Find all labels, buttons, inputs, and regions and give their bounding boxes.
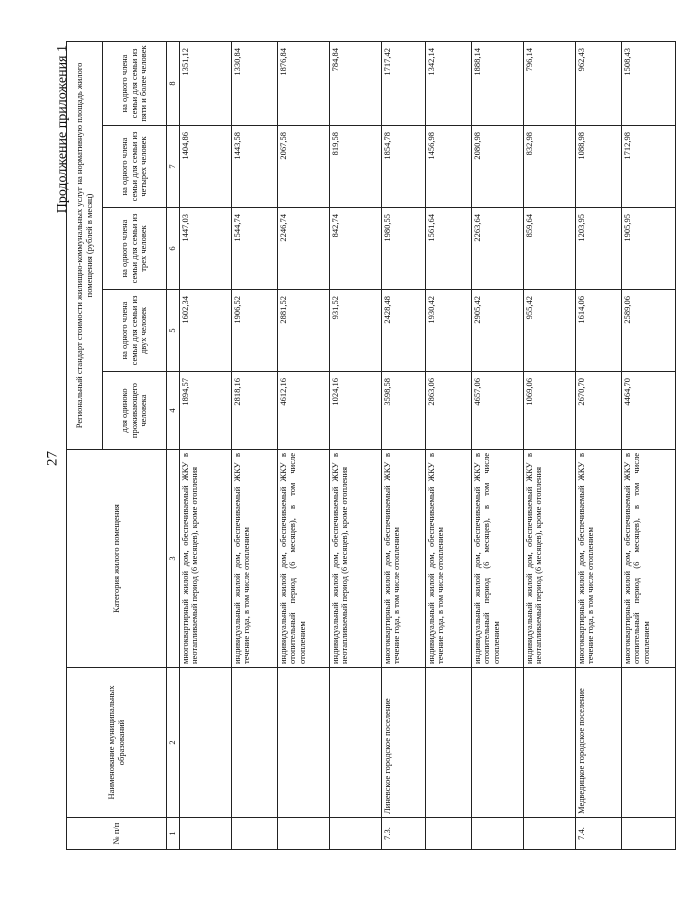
cost-value: 2670,70	[575, 372, 621, 450]
cost-value: 2067,58	[277, 126, 329, 208]
header-sub-1: для одиноко проживающего человека	[103, 372, 167, 450]
header-standard: Региональный стандарт стоимости жилищно-коммунальных услуг на нормативную площадь жилого помещения (рублей в месяц)	[67, 41, 103, 449]
table-row	[523, 41, 575, 849]
cost-value: 1905,95	[621, 208, 675, 290]
municipality-name	[621, 668, 675, 818]
table-row	[231, 41, 277, 849]
housing-category: многоквартирный жилой дом, обеспечиваемый ЖКУ в течение года, в том числе отоплением	[575, 450, 621, 668]
cost-value: 2818,16	[231, 372, 277, 450]
cost-value: 1203,95	[575, 208, 621, 290]
header-colnum-1: 1	[167, 818, 180, 850]
cost-value: 796,14	[523, 41, 575, 125]
cost-value: 3598,58	[381, 372, 425, 450]
table-row	[575, 41, 621, 849]
cost-value: 1508,43	[621, 41, 675, 125]
page-number: 27	[44, 451, 61, 466]
header-colnum-2: 2	[167, 668, 180, 818]
header-sub-3: на одного члена семьи для семьи из трех человек	[103, 208, 167, 290]
municipality-name: Линевское городское поселение	[381, 668, 425, 818]
cost-value: 1854,78	[381, 126, 425, 208]
housing-category: многоквартирный жилой дом, обеспечиваемый ЖКУ в неотапливаемый период (6 месяцев), кроме отопления	[179, 450, 231, 668]
housing-category: многоквартирный жилой дом, обеспечиваемый ЖКУ в отопительный период (6 месяцев), в том числе отоплением	[621, 450, 675, 668]
row-number	[425, 818, 471, 850]
header-column-numbers	[167, 41, 180, 849]
table-row	[621, 41, 675, 849]
cost-value: 1456,98	[425, 126, 471, 208]
cost-value: 1351,12	[179, 41, 231, 125]
cost-value: 2428,48	[381, 290, 425, 372]
cost-value: 1906,52	[231, 290, 277, 372]
header-colnum-8: 8	[167, 41, 180, 125]
cost-value: 2905,42	[471, 290, 523, 372]
cost-value: 1712,98	[621, 126, 675, 208]
row-number	[179, 818, 231, 850]
municipality-name	[277, 668, 329, 818]
cost-value: 962,43	[575, 41, 621, 125]
municipality-name	[523, 668, 575, 818]
cost-value: 2881,52	[277, 290, 329, 372]
housing-category: индивидуальный жилой дом, обеспечиваемый ЖКУ в течение года, в том числе отоплением	[231, 450, 277, 668]
cost-value: 2263,64	[471, 208, 523, 290]
row-number	[523, 818, 575, 850]
row-number	[471, 818, 523, 850]
housing-category: индивидуальный жилой дом, обеспечиваемый ЖКУ в отопительный период (6 месяцев), в том числе отоплением	[277, 450, 329, 668]
housing-category: индивидуальный жилой дом, обеспечиваемый ЖКУ в течение года, в том числе отоплением	[425, 450, 471, 668]
cost-value: 2863,06	[425, 372, 471, 450]
header-sub-5: на одного члена семьи для семьи из пяти и более человек	[103, 41, 167, 125]
header-municipality: Наименование муниципальных образований	[67, 668, 167, 818]
cost-value: 1561,64	[425, 208, 471, 290]
header-colnum-5: 5	[167, 290, 180, 372]
municipality-name: Медведицкое городское поселение	[575, 668, 621, 818]
header-colnum-3: 3	[167, 450, 180, 668]
header-sub-2: на одного члена семьи для семьи из двух человек	[103, 290, 167, 372]
appendix-caption: Продолжение приложения 1	[55, 45, 70, 214]
cost-value: 1930,42	[425, 290, 471, 372]
cost-value: 1443,58	[231, 126, 277, 208]
table-body	[179, 41, 675, 849]
housing-category: индивидуальный жилой дом, обеспечиваемый ЖКУ в неотапливаемый период (6 месяцев), кроме отопления	[329, 450, 381, 668]
table-row	[179, 41, 231, 849]
header-colnum-4: 4	[167, 372, 180, 450]
cost-value: 1876,84	[277, 41, 329, 125]
municipality-name	[231, 668, 277, 818]
row-number	[329, 818, 381, 850]
municipality-name	[329, 668, 381, 818]
municipality-name	[425, 668, 471, 818]
cost-value: 931,52	[329, 290, 381, 372]
cost-value: 1980,55	[381, 208, 425, 290]
table-row	[381, 41, 425, 849]
cost-value: 859,64	[523, 208, 575, 290]
housing-category: многоквартирный жилой дом, обеспечиваемый ЖКУ в течение года, в том числе отоплением	[381, 450, 425, 668]
cost-value: 1069,06	[523, 372, 575, 450]
housing-category: индивидуальный жилой дом, обеспечиваемый ЖКУ в отопительный период (6 месяцев), в том числе отоплением	[471, 450, 523, 668]
cost-value: 1888,14	[471, 41, 523, 125]
header-num: № п/п	[67, 818, 167, 850]
table-row	[425, 41, 471, 849]
row-number: 7.4.	[575, 818, 621, 850]
cost-value: 1894,57	[179, 372, 231, 450]
row-number	[277, 818, 329, 850]
cost-value: 842,74	[329, 208, 381, 290]
cost-value: 832,98	[523, 126, 575, 208]
cost-value: 1717,42	[381, 41, 425, 125]
cost-value: 1330,84	[231, 41, 277, 125]
municipality-name	[471, 668, 523, 818]
cost-value: 4657,06	[471, 372, 523, 450]
cost-value: 2080,98	[471, 126, 523, 208]
row-number	[621, 818, 675, 850]
cost-value: 784,84	[329, 41, 381, 125]
table-row	[471, 41, 523, 849]
cost-value: 2589,06	[621, 290, 675, 372]
cost-value: 1447,03	[179, 208, 231, 290]
cost-value: 955,42	[523, 290, 575, 372]
header-sub-4: на одного члена семьи для семьи из четырех человек	[103, 126, 167, 208]
header-colnum-6: 6	[167, 208, 180, 290]
housing-category: индивидуальный жилой дом, обеспечиваемый ЖКУ в неотапливаемый период (6 месяцев), кроме отопления	[523, 450, 575, 668]
header-colnum-7: 7	[167, 126, 180, 208]
cost-value: 1342,14	[425, 41, 471, 125]
cost-value: 2246,74	[277, 208, 329, 290]
table-row	[329, 41, 381, 849]
cost-value: 819,58	[329, 126, 381, 208]
municipality-name	[179, 668, 231, 818]
row-number: 7.3.	[381, 818, 425, 850]
cost-value: 4612,16	[277, 372, 329, 450]
cost-value: 1602,34	[179, 290, 231, 372]
header-category: Категория жилого помещения	[67, 450, 167, 668]
table-row	[277, 41, 329, 849]
cost-value: 1544,74	[231, 208, 277, 290]
cost-value: 1024,16	[329, 372, 381, 450]
standard-cost-table	[66, 41, 676, 850]
cost-value: 1404,86	[179, 126, 231, 208]
cost-value: 1088,98	[575, 126, 621, 208]
cost-value: 1614,06	[575, 290, 621, 372]
row-number	[231, 818, 277, 850]
cost-value: 4464,70	[621, 372, 675, 450]
